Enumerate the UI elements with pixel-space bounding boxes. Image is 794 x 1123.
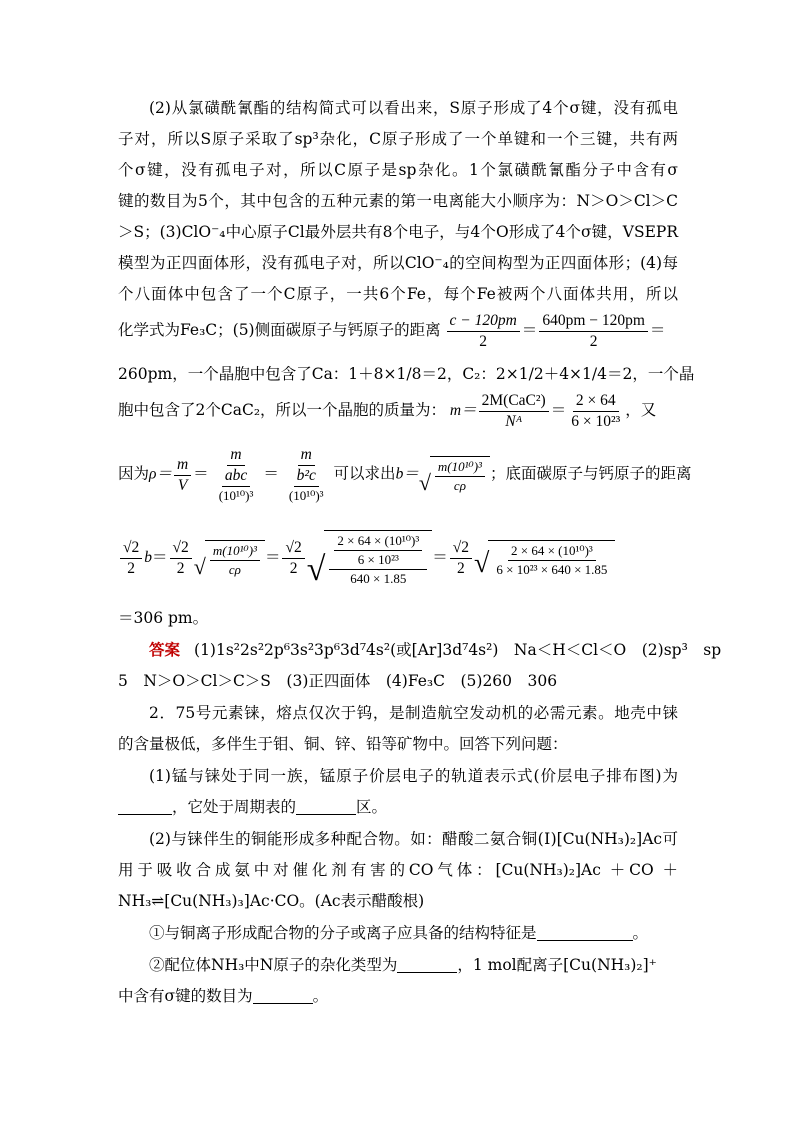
q2-sub3-text: ①与铜离子形成配合物的分子或离子应具备的结构特征是 xyxy=(149,924,537,942)
frac-num: √2 xyxy=(120,539,142,559)
frac-den: 6 × 10²³ × 640 × 1.85 xyxy=(496,561,608,577)
para1-line9: 260pm，一个晶胞中包含了Ca：1＋8×1/8＝2，C₂：2×1/2＋4×1/4＝2，一个晶 xyxy=(118,365,695,383)
radical-sign: √ xyxy=(418,470,431,495)
var-b: b xyxy=(144,549,153,567)
fraction-sqrt2-2 xyxy=(120,539,142,578)
q2-sub4-line xyxy=(149,955,678,975)
frac-den: (10¹⁰)³ xyxy=(218,488,254,503)
para1-line11-mid: 可以求出 xyxy=(333,464,396,483)
sqrt-body xyxy=(488,540,615,578)
frac-den xyxy=(211,466,262,504)
frac-num: √2 xyxy=(170,539,192,559)
frac-den: (10¹⁰)³ xyxy=(288,488,324,503)
frac-num xyxy=(329,533,427,570)
fraction-m-abc xyxy=(211,446,262,504)
frac-den: 2 xyxy=(176,560,185,577)
frac-den xyxy=(281,466,332,504)
fraction-m1010-crho xyxy=(435,459,485,494)
frac-num: 2 × 64 × (10¹⁰)³ xyxy=(508,543,596,561)
q2-sub2-line3: NH₃⇌[Cu(NH₃)₃]Ac·CO。(Ac表示醋酸根) xyxy=(118,892,425,910)
distance-equation: 化学式为Fe₃C；(5)侧面碳原子与钙原子的距离 $\frac{c - 120pm}{2}$ ＝ $\frac{640pm - 120pm}{2}$ ＝ xyxy=(118,312,666,350)
para1-line7: 个八面体中包含了一个C原子，一共6个Fe，每个Fe被两个八面体共用，所以 xyxy=(118,285,678,303)
q2-sub3-line xyxy=(149,923,678,943)
rho-equals: ρ＝ xyxy=(149,465,172,483)
frac-num: c − 120pm xyxy=(447,312,520,332)
frac-den: Nᴬ xyxy=(505,413,523,430)
q2-sub1-line2 xyxy=(118,797,678,817)
para1-line5: ＞S；(3)ClO⁻₄中心原子Cl最外层共有8个电子，与4个O形成了4个σ键，VSEPR xyxy=(118,223,678,241)
frac-den: 2 xyxy=(589,333,598,350)
answer-label: 答案 xyxy=(149,640,181,659)
para1-line11-end: ；底面碳原子与钙原子的距离 xyxy=(489,464,692,483)
frac-num: m xyxy=(174,456,191,476)
frac-num: m xyxy=(227,446,244,466)
frac-den: V xyxy=(177,476,188,494)
fraction-sqrt2-2 xyxy=(282,539,304,578)
radical-sign: √ xyxy=(193,553,206,579)
sqrt-big xyxy=(307,530,433,587)
radical-sign: √ xyxy=(474,547,490,579)
para1-line13: ＝306 pm。 xyxy=(118,609,209,627)
q2-sub3-end: 。 xyxy=(632,924,649,942)
sqrt-b-expr xyxy=(194,540,265,578)
q2-sub5-end: 。 xyxy=(312,987,329,1005)
frac-num: √2 xyxy=(282,539,304,559)
para1-line3: 个σ键，没有孤电子对，所以C原子是sp杂化。1个氯磺酰氰酯分子中含有σ xyxy=(118,161,678,179)
density-equation: 因为ρ＝ $\frac{m}{V}$ ＝ $\frac{m}{\frac{\text{abc}}{\text{(10¹⁰)³}}}$ ＝ $\frac{m}{\frac{\text{b²c}}{\text{(10¹⁰)³}}}$ 可以求出b＝ √ $\frac{\text{m(10¹⁰)³}}{c\rho}$ ；底面碳原子与钙原子的距离 xyxy=(118,446,692,503)
fraction-sqrt2-2 xyxy=(450,539,472,578)
para1-line10-text: 胞中包含了2个CaC₂，所以一个晶胞的质量为： xyxy=(118,401,447,420)
frac-num: 2 × 64 × (10¹⁰)³ xyxy=(334,533,422,551)
para1-line6: 模型为正四面体形，没有孤电子对，所以ClO⁻₄的空间构型为正四面体形；(4)每 xyxy=(118,254,678,272)
frac-num: m(10¹⁰)³ xyxy=(210,543,260,561)
frac-den: 6 × 10²³ xyxy=(571,413,621,430)
para1-line11-start: 因为 xyxy=(118,464,150,483)
frac-den: 2 xyxy=(456,560,465,577)
fraction-sqrt2-2 xyxy=(170,539,192,578)
frac-den: cρ xyxy=(228,561,241,577)
q2-sub4-end: ，1 mol配离子[Cu(NH₃)₂]⁺ xyxy=(457,956,657,974)
para1-line1: (2)从氯磺酰氰酯的结构简式可以看出来，S原子形成了4个σ键，没有孤电 xyxy=(149,99,678,117)
sqrt-body xyxy=(205,540,265,578)
q2-sub2-line1: (2)与铼伴生的铜能形成多种配合物。如：醋酸二氨合铜(Ⅰ)[Cu(NH₃)₂]Ac可 xyxy=(149,830,678,848)
q2-sub4-text: ②配位体NH₃中N原子的杂化类型为 xyxy=(149,956,398,974)
fraction-b2c xyxy=(286,467,327,504)
sqrt-body xyxy=(324,530,432,587)
para1-line4: 键的数目为5个，其中包含的五种元素的第一电离能大小顺序为：N＞O＞Cl＞C xyxy=(118,192,678,210)
sqrt-final xyxy=(474,540,615,578)
fraction-c-minus xyxy=(447,312,520,351)
fraction-big xyxy=(329,533,427,587)
q2-sub2-line2: 用于吸收合成氨中对催化剂有害的CO气体：[Cu(NH₃)₂]Ac ＋CO ＋ xyxy=(118,861,678,879)
frac-num: b²c xyxy=(294,467,319,487)
frac-num: m(10¹⁰)³ xyxy=(435,459,485,477)
answer-blank[interactable] xyxy=(397,956,457,973)
sqrt-b xyxy=(419,456,490,494)
q2-sub5-line xyxy=(118,986,678,1006)
fraction-m1010-crho xyxy=(210,543,260,578)
frac-num: 2M(CaC²) xyxy=(479,392,549,412)
para1-line8-text: 化学式为Fe₃C；(5)侧面碳原子与钙原子的距离 xyxy=(118,321,441,340)
frac-num: 640pm − 120pm xyxy=(539,312,648,332)
fraction-m-b2c xyxy=(281,446,332,504)
fraction-640 xyxy=(539,312,648,351)
para1-line2: 子对，所以S原子采取了sp³杂化，C原子形成了一个单键和一个三键，共有两 xyxy=(118,130,678,148)
answer-blank[interactable] xyxy=(118,798,172,815)
frac-den: 2 xyxy=(127,560,135,577)
frac-num: √2 xyxy=(450,539,472,559)
q2-sub1-text: ，它处于周期表的 xyxy=(172,798,297,816)
fraction-inner xyxy=(334,533,422,568)
answer-line1 xyxy=(149,640,722,660)
radical-sign: √ xyxy=(306,551,326,588)
q2-line2: 的含量极低，多伴生于钼、铜、锌、铅等矿物中。回答下列问题： xyxy=(118,735,568,753)
answer-blank[interactable] xyxy=(537,924,633,941)
distance-long-equation: $\frac{√2}{2}$ b＝ $\frac{√2}{2}$ √ $\frac{\text{m(10¹⁰)³}}{c\rho}$ ＝ $\frac{√2}{2}$ √ $\frac{\frac{\text{2 × 64 × (10¹⁰)³}}{\text{6 × 10²³}}}{640 \times 1.85}$ ＝ $\frac{√2}{2}$ √ $\frac{\text{2 × 64 × (10¹⁰)³}}{\text{6 × 10²³ × 640 × 1.85}}$ xyxy=(118,530,615,587)
frac-den: 640 × 1.85 xyxy=(350,571,407,586)
frac-num: 2 × 64 xyxy=(573,392,619,412)
q2-sub1-end: 区。 xyxy=(356,798,388,816)
b-equals: b＝ xyxy=(395,465,419,483)
frac-den: 2 xyxy=(289,560,298,577)
fraction-final xyxy=(493,543,610,578)
q2-line1: 2．75号元素铼，熔点仅次于钨，是制造航空发动机的必需元素。地壳中铼 xyxy=(149,704,678,722)
frac-num: m xyxy=(298,446,315,466)
answer-line2: 5 N＞O＞Cl＞C＞S (3)正四面体 (4)Fe₃C (5)260 306 xyxy=(118,672,558,690)
fraction-2M xyxy=(479,392,549,431)
frac-den: 6 × 10²³ xyxy=(357,552,399,567)
answer-blank[interactable] xyxy=(296,798,356,815)
m-equals: m＝ xyxy=(449,402,477,420)
frac-num: abc xyxy=(222,467,250,487)
answer-text1: (1)1s²2s²2p⁶3s²3p⁶3d⁷4s²(或[Ar]3d⁷4s²) Na＜H＜Cl＜O (2)sp³ sp xyxy=(194,641,722,659)
frac-den: 2 xyxy=(479,333,488,350)
para1-line10-end: ，又 xyxy=(625,401,657,420)
frac-den: cρ xyxy=(453,478,466,493)
q2-sub5-text: 中含有σ键的数目为 xyxy=(118,987,253,1005)
mass-equation: 胞中包含了2个CaC₂，所以一个晶胞的质量为： m＝ $\frac{\text{2M(CaC²)}}{\text{Nᴬ}}$ ＝ $\frac{2 \times 64}{\text{6 × 10²³}}$ ，又 xyxy=(118,392,657,430)
fraction-m-V xyxy=(174,456,191,495)
sqrt-body xyxy=(430,456,490,494)
q2-sub1-line1: (1)锰与铼处于同一族，锰原子价层电子的轨道表示式(价层电子排布图)为 xyxy=(149,767,678,785)
fraction-abc xyxy=(216,467,257,504)
answer-blank[interactable] xyxy=(253,987,313,1004)
fraction-2x64 xyxy=(568,392,623,431)
